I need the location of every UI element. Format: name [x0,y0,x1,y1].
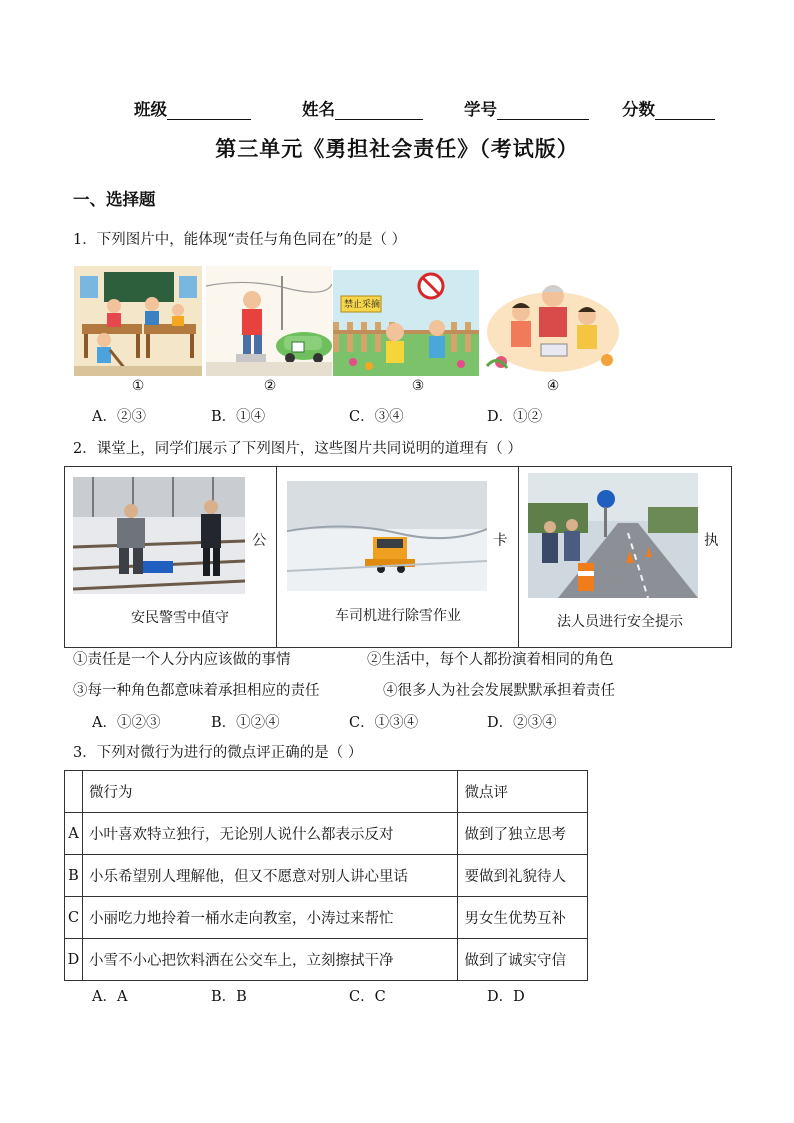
student-info-header [134,96,734,122]
q2-statement-4: ④很多人为社会发展默默承担着责任 [383,683,615,699]
q2-photo-highway-safety [528,473,698,598]
row-comment: 要做到礼貌待人 [458,855,588,897]
q2-caption-1: 安民警雪中值守 [131,610,229,626]
table-divider [276,467,277,647]
score-blank[interactable] [655,101,715,120]
q2-side-char-3: 执 [704,533,719,549]
q1-picture-3-label: ③ [411,378,425,394]
page-title: 第三单元《勇担社会责任》（考试版） [215,137,579,161]
table-row [65,897,588,939]
q1-option-d[interactable]: D．①② [487,409,543,425]
name-field[interactable]: 姓名 [302,96,423,120]
q2-caption-3: 法人员进行安全提示 [557,614,683,630]
row-label: A [65,813,83,855]
row-behavior: 小乐希望别人理解他，但又不愿意对别人讲心里话 [83,855,458,897]
q2-option-d[interactable]: D．②③④ [487,715,557,731]
q2-side-char-2: 卡 [493,533,508,549]
row-comment: 男女生优势互补 [458,897,588,939]
row-behavior: 小雪不小心把饮料洒在公交车上，立刻擦拭干净 [83,939,458,981]
q2-statement-2: ②生活中，每个人都扮演着相同的角色 [367,652,614,668]
table-header-behavior: 微行为 [83,771,458,813]
question-1-options [92,405,612,427]
q1-option-b[interactable]: B．①④ [211,409,266,425]
question-2-image-table [64,466,732,648]
table-divider [518,467,519,647]
class-blank[interactable] [167,101,251,120]
q1-picture-1-label: ① [131,378,145,394]
table-row [65,939,588,981]
q1-picture-3-park-sign [333,270,479,376]
q1-picture-4-family [483,270,623,376]
question-1-stem: 1．下列图片中，能体现“责任与角色同在”的是（ ） [73,232,407,248]
row-behavior: 小叶喜欢特立独行，无论别人说什么都表示反对 [83,813,458,855]
class-field[interactable]: 班级 [134,96,251,120]
q2-option-b[interactable]: B．①②④ [211,715,280,731]
question-3-stem: 3．下列对微行为进行的微点评正确的是（ ） [73,745,363,761]
q2-photo-snowplow [287,481,487,591]
row-label: D [65,939,83,981]
row-behavior: 小丽吃力地拎着一桶水走向教室，小涛过来帮忙 [83,897,458,939]
q1-picture-4-label: ④ [546,378,560,394]
name-blank[interactable] [335,101,423,120]
q2-side-char-1: 公 [252,533,267,549]
table-row [65,813,588,855]
score-field[interactable]: 分数 [622,96,715,120]
q2-statement-3: ③每一种角色都意味着承担相应的责任 [73,683,320,699]
q1-option-c[interactable]: C．③④ [349,409,404,425]
table-header-comment: 微点评 [458,771,588,813]
q2-option-a[interactable]: A．①②③ [92,715,161,731]
q1-sign-text: 禁止采摘 [343,300,380,310]
table-header-row [65,771,588,813]
q1-picture-1-classroom [74,266,202,376]
q1-picture-2-label: ② [263,378,277,394]
table-header-cell [65,771,83,813]
table-row [65,855,588,897]
q2-option-c[interactable]: C．①③④ [349,715,419,731]
row-comment: 做到了诚实守信 [458,939,588,981]
student-id-field[interactable]: 学号 [464,96,589,120]
q2-statement-1: ①责任是一个人分内应该做的事情 [73,652,291,668]
q3-option-d[interactable]: D．D [487,989,525,1005]
question-3-table [64,770,588,981]
q3-option-a[interactable]: A．A [92,989,128,1005]
question-3-options [92,985,612,1007]
question-2-stem: 2．课堂上，同学们展示了下列图片，这些图片共同说明的道理有（ ） [73,441,522,457]
q2-photo-police-snow [73,477,245,594]
q3-option-c[interactable]: C．C [349,989,386,1005]
row-comment: 做到了独立思考 [458,813,588,855]
q1-picture-2-street [206,266,332,376]
q3-option-b[interactable]: B．B [211,989,247,1005]
student-id-blank[interactable] [497,101,589,120]
question-2-options [92,711,612,733]
row-label: C [65,897,83,939]
section-heading: 一、选择题 [73,190,156,209]
q2-caption-2: 车司机进行除雪作业 [335,608,461,624]
row-label: B [65,855,83,897]
q1-option-a[interactable]: A．②③ [92,409,146,425]
